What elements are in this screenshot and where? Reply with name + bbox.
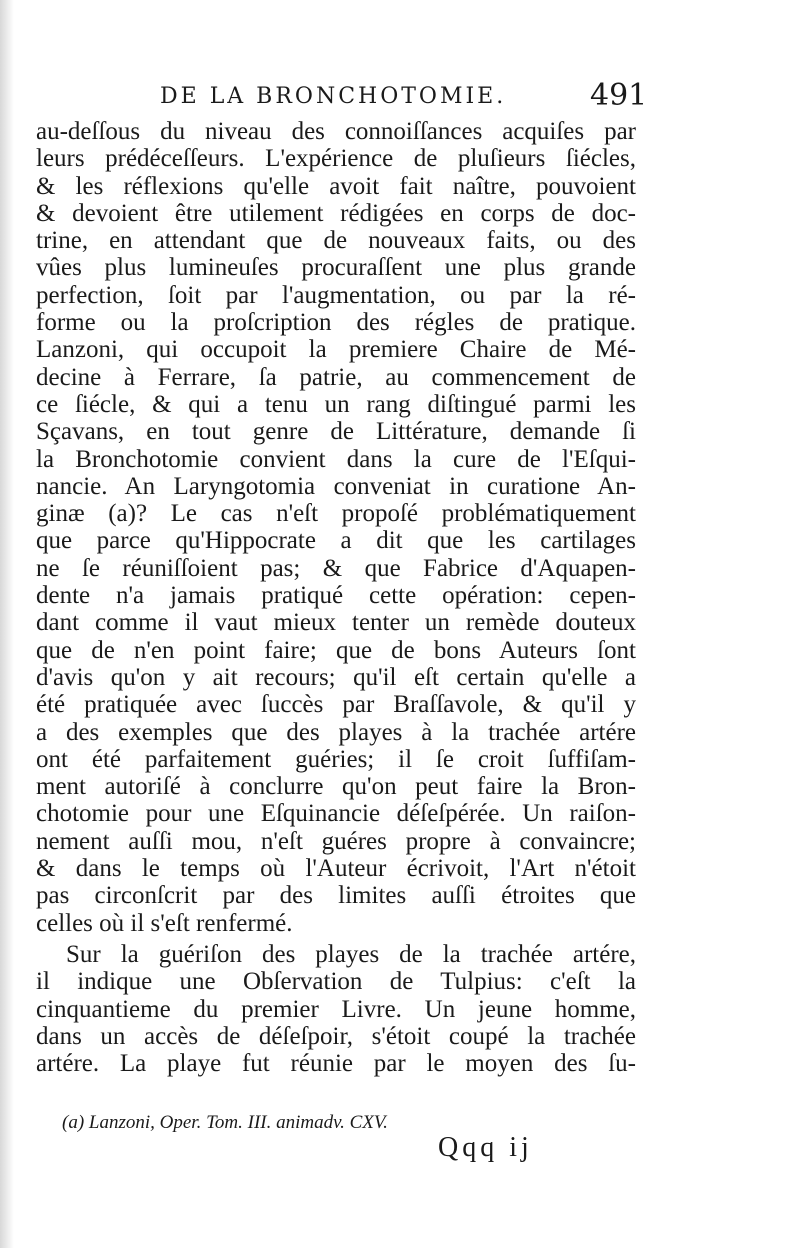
text-line: decine à Ferrare, ſa patrie, au commencement de [36, 363, 636, 391]
text-line: pas circonſcrit par des limites auſſi étroites que [36, 882, 636, 910]
text-line: d'avis qu'on y ait recours; qu'il eſt certain qu'elle a [36, 663, 636, 691]
body-text [36, 118, 636, 1077]
text-line: chotomie pour une Eſquinancie déſeſpérée. Un raiſon- [36, 800, 636, 828]
signature-mark: Qqq ij [438, 1132, 533, 1163]
text-line: dente n'a jamais pratiqué cette opération: cepen- [36, 582, 636, 610]
text-line: dans un accès de déſeſpoir, s'étoit coupé la trachée [36, 1022, 636, 1050]
text-line: Sçavans, en tout genre de Littérature, demande ſi [36, 418, 636, 446]
text-line: été pratiquée avec ſuccès par Braſſavole, & qu'il y [36, 691, 636, 719]
text-line: & devoient être utilement rédigées en corps de doc- [36, 199, 636, 227]
text-line: ont été parfaitement guéries; il ſe croit ſuffiſam- [36, 745, 636, 773]
text-line: Sur la guériſon des playes de la trachée artére, [66, 940, 636, 968]
text-line: que de n'en point faire; que de bons Auteurs ſont [36, 636, 636, 664]
text-line: nancie. An Laryngotomia conveniat in curatione An- [36, 472, 636, 500]
text-line: leurs prédéceſſeurs. L'expérience de pluſieurs ſiécles, [36, 145, 636, 173]
text-line: ne ſe réuniſſoient pas; & que Fabrice d'Aquapen- [36, 554, 636, 582]
text-line: il indique une Obſervation de Tulpius: c'eſt la [36, 968, 636, 996]
text-line: perfection, ſoit par l'augmentation, ou par la ré- [36, 281, 636, 309]
text-line: a des exemples que des playes à la trachée artére [36, 718, 636, 746]
page-number: 491 [590, 78, 648, 113]
text-line: vûes plus lumineuſes procuraſſent une plus grande [36, 254, 636, 282]
text-line: cinquantieme du premier Livre. Un jeune homme, [36, 995, 636, 1023]
footnote: (a) Lanzoni, Oper. Tom. III. animadv. CXV. [62, 1112, 388, 1133]
text-line: au-deſſous du niveau des connoiſſances acquiſes par [36, 118, 636, 145]
text-line: artére. La playe fut réunie par le moyen des ſu- [36, 1050, 636, 1078]
text-line: ginæ (a)? Le cas n'eſt propoſé problématiquement [36, 500, 636, 528]
text-line: ment autoriſé à conclurre qu'on peut faire la Bron- [36, 773, 636, 801]
text-line: que parce qu'Hippocrate a dit que les cartilages [36, 527, 636, 555]
text-line: ce ſiécle, & qui a tenu un rang diſtingué parmi les [36, 390, 636, 418]
text-line: la Bronchotomie convient dans la cure de l'Eſqui- [36, 445, 636, 473]
text-line: & les réflexions qu'elle avoit fait naître, pouvoient [36, 172, 636, 200]
text-line: & dans le temps où l'Auteur écrivoit, l'Art n'étoit [36, 855, 636, 883]
running-head: DE LA BRONCHOTOMIE. [160, 84, 507, 109]
text-line: dant comme il vaut mieux tenter un remède douteux [36, 609, 636, 637]
text-line: nement auſſi mou, n'eſt guéres propre à convaincre; [36, 827, 636, 855]
text-line: celles où il s'eſt renfermé. [36, 909, 293, 937]
page-edge-shadow [0, 0, 14, 1248]
text-line: forme ou la proſcription des régles de pratique. [36, 309, 636, 337]
text-line: Lanzoni, qui occupoit la premiere Chaire de Mé- [36, 336, 636, 364]
text-line: trine, en attendant que de nouveaux faits, ou des [36, 227, 636, 255]
